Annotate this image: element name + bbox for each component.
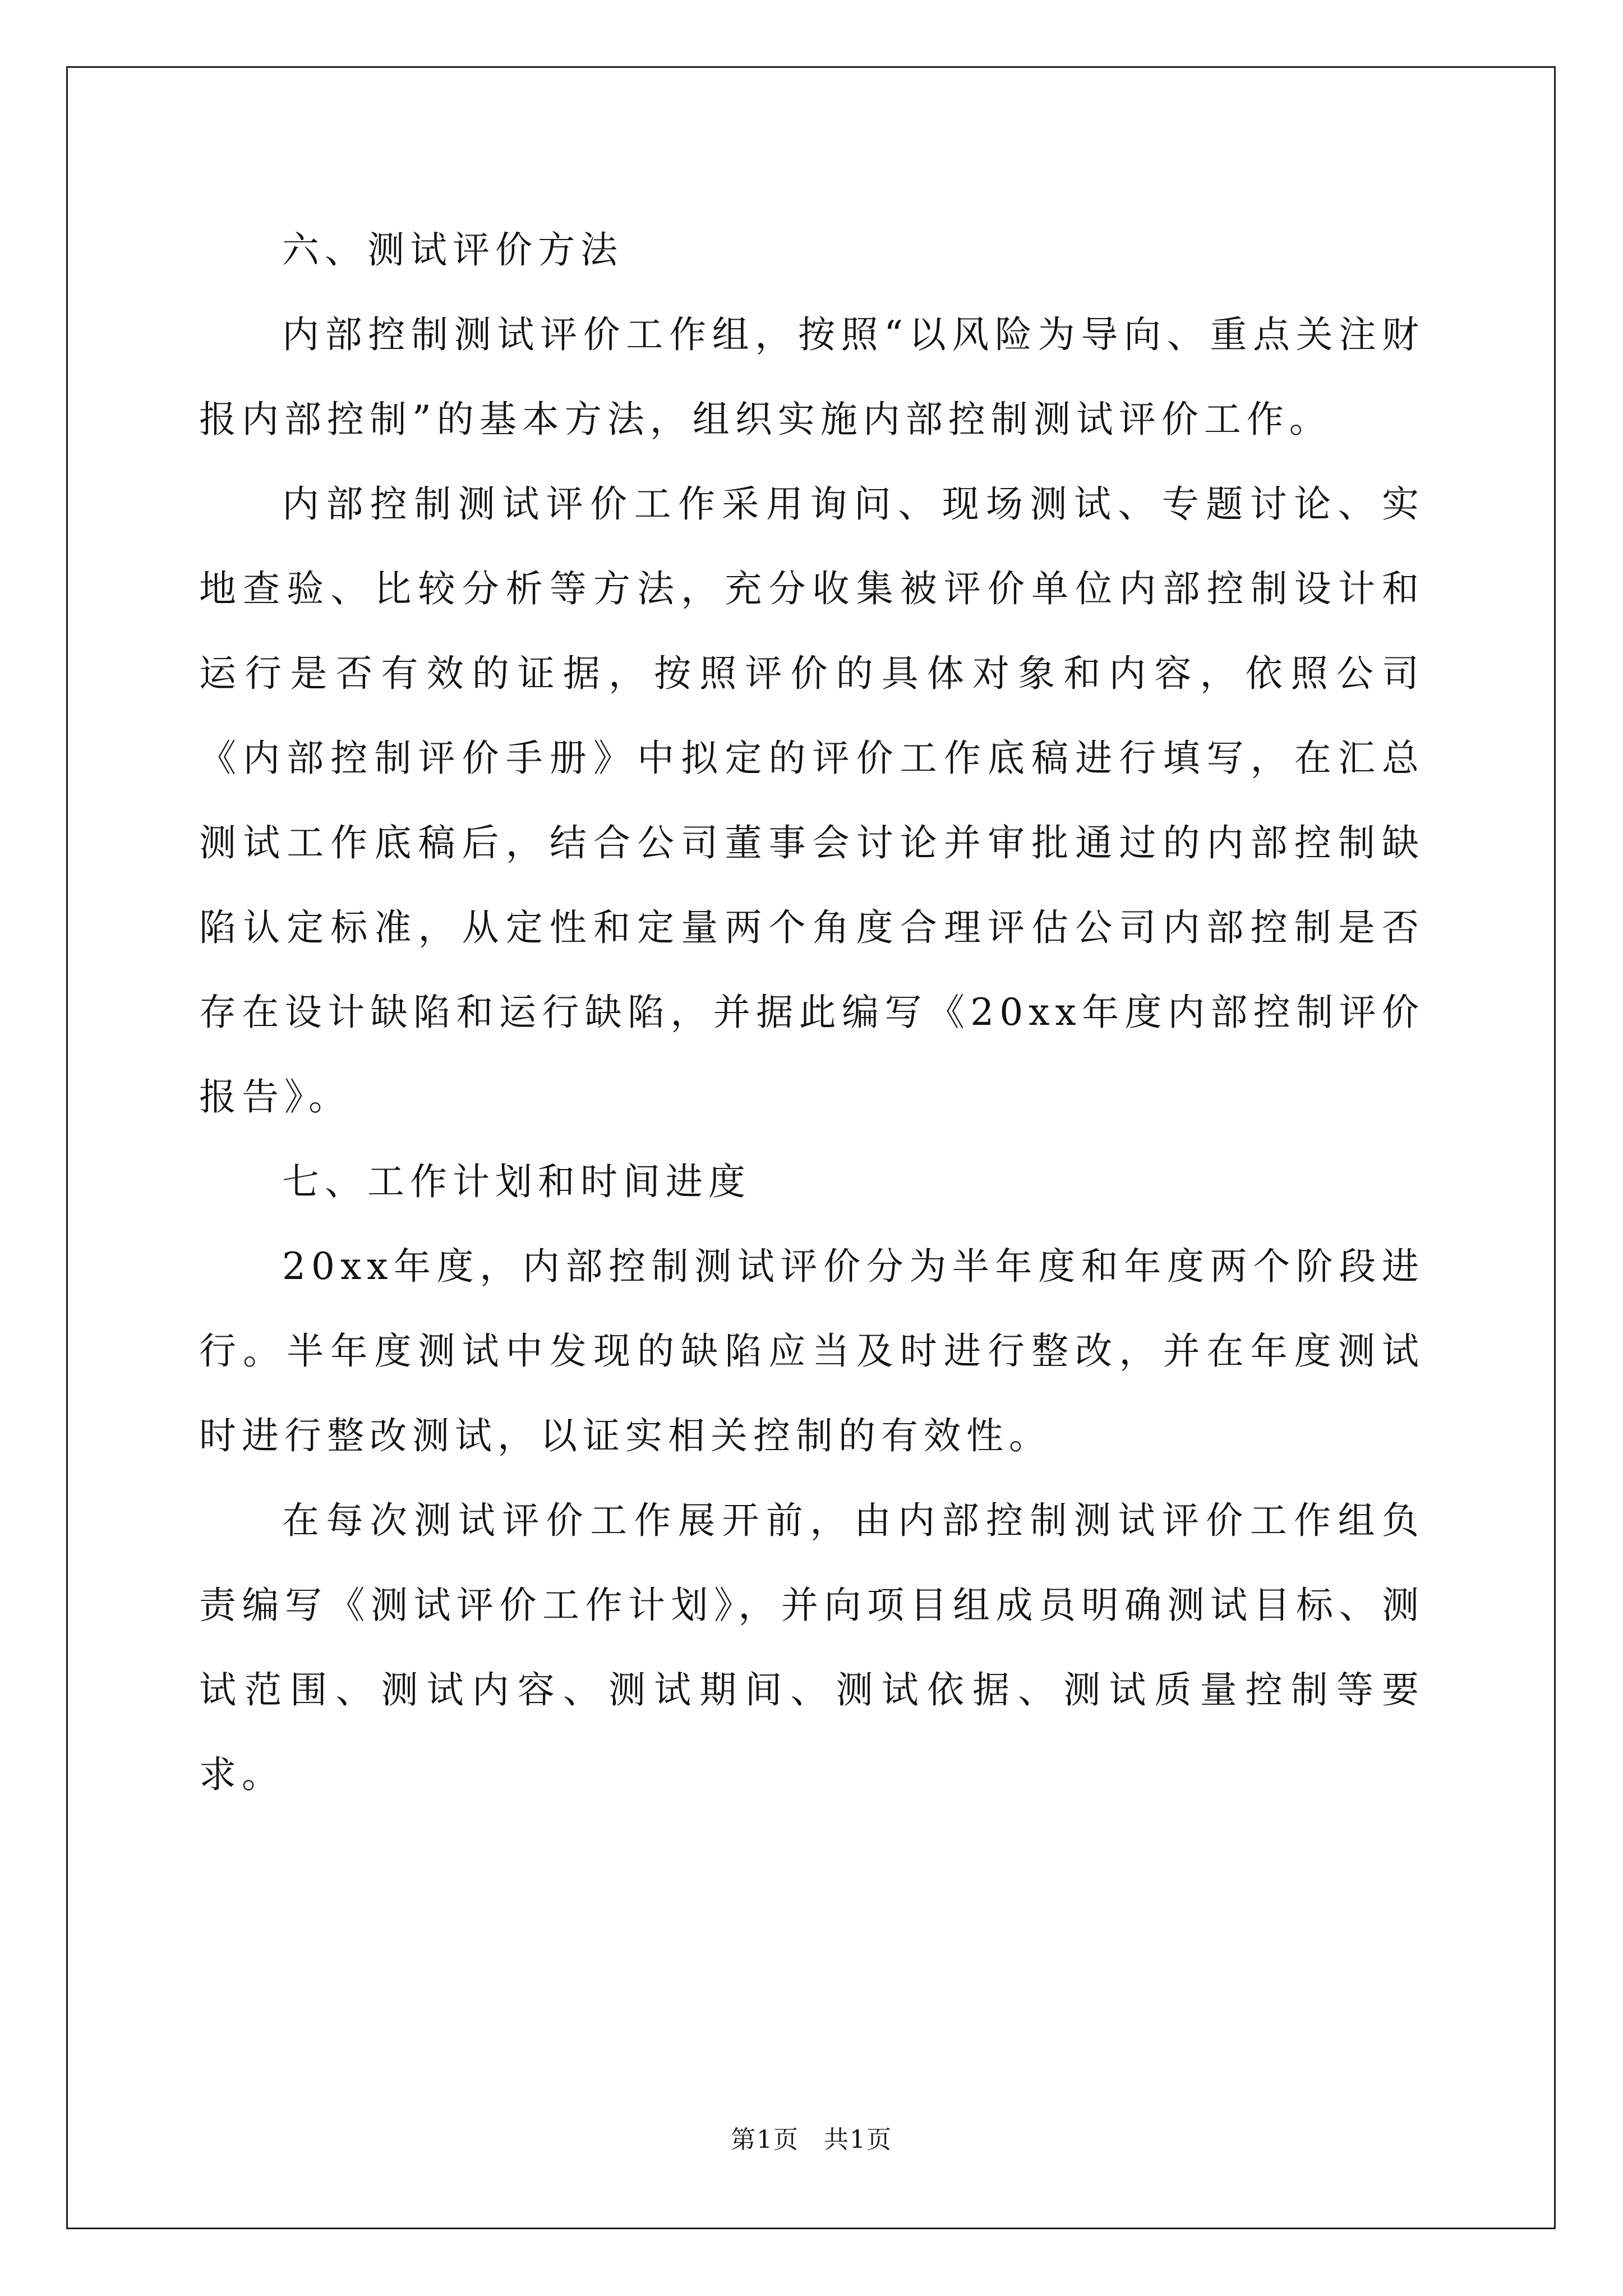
document-body xyxy=(199,208,1424,1817)
paragraph: 内部控制测试评价工作采用询问、现场测试、专题讨论、实地查验、比较分析等方法，充分收集被评价单位内部控制设计和运行是否有效的证据，按照评价的具体对象和内容，依照公司《内部控制评价手册》中拟定的评价工作底稿进行填写，在汇总测试工作底稿后，结合公司董事会讨论并审批通过的内部控制缺陷认定标准，从定性和定量两个角度合理评估公司内部控制是否存在设计缺陷和运行缺陷，并据此编写《20xx年度内部控制评价报告》。 xyxy=(199,482,1424,1119)
paragraph: 在每次测试评价工作展开前，由内部控制测试评价工作组负责编写《测试评价工作计划》，并向项目组成员明确测试目标、测试范围、测试内容、测试期间、测试依据、测试质量控制等要求。 xyxy=(199,1499,1424,1796)
paragraph: 20xx年度，内部控制测试评价分为半年度和年度两个阶段进行。半年度测试中发现的缺陷应当及时进行整改，并在年度测试时进行整改测试，以证实相关控制的有效性。 xyxy=(199,1245,1424,1457)
page-footer xyxy=(0,2119,1623,2155)
section-heading-6: 六、测试评价方法 xyxy=(282,228,623,272)
section-heading-7: 七、工作计划和时间进度 xyxy=(282,1160,751,1203)
page-number: 第1页 xyxy=(731,2125,799,2154)
page-total: 共1页 xyxy=(824,2125,892,2154)
paragraph: 内部控制测试评价工作组，按照“以风险为导向、重点关注财报内部控制”的基本方法，组织实施内部控制测试评价工作。 xyxy=(199,313,1424,441)
